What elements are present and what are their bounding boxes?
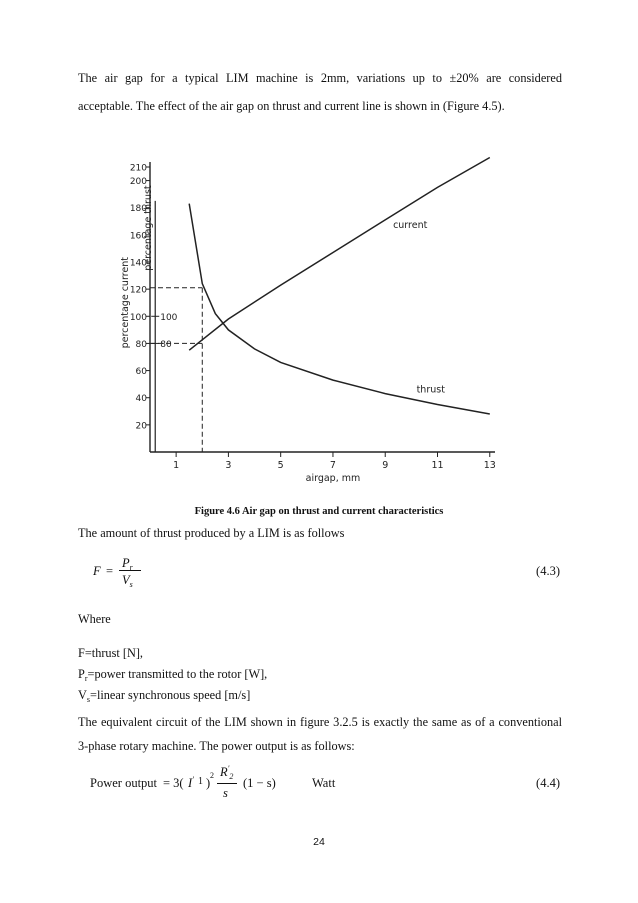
eq44-tail: (1 − s) (243, 776, 276, 790)
eq44-unit: Watt (312, 776, 336, 790)
x-tick-label: 13 (483, 460, 496, 471)
intro-line-2: acceptable. The effect of the air gap on thrust and current line is shown in (Figure 4.5). (78, 99, 505, 113)
x-tick-label: 11 (431, 460, 444, 471)
series-line-thrust (189, 204, 490, 414)
eq43-numerator: $P_r$ (122, 556, 133, 572)
eq44-current: I′ (188, 775, 194, 790)
y-tick-label-current: 210 (129, 163, 147, 174)
eq44-label: Power output (90, 776, 158, 790)
y-tick-label-current: 180 (129, 204, 147, 215)
y-tick-label-current: 120 (129, 285, 147, 296)
eq44-number: (4.4) (536, 776, 560, 790)
x-tick-label: 5 (277, 460, 284, 471)
eq43-lhs: F (93, 564, 101, 578)
eq44-numerator: $R'_2$ (220, 764, 234, 781)
y-tick-label-current: 60 (135, 367, 147, 378)
y-tick-label-current: 140 (129, 258, 147, 269)
x-tick-label: 9 (382, 460, 389, 471)
y-tick-label-current: 40 (135, 394, 147, 405)
y-tick-label-current: 160 (129, 231, 147, 242)
eq43-denominator: $V_s$ (122, 573, 133, 589)
eq44-denominator: s (223, 786, 228, 800)
definition-speed: $V_s=linear$ synchronous speed [m/s] (78, 688, 251, 704)
y-tick-label-thrust: 80 (160, 339, 172, 350)
series-label-current: current (393, 220, 428, 232)
y-tick-label-current: 100 (129, 312, 147, 323)
page-number: 24 (313, 836, 325, 848)
where-label: Where (78, 612, 111, 626)
y-tick-label-current: 20 (135, 421, 147, 432)
eq44-sub-one: 1 (198, 776, 203, 787)
para3-line-1: The equivalent circuit of the LIM shown in figure 3.2.5 is exactly the same as of a conventional (78, 715, 562, 729)
thrust-intro: The amount of thrust produced by a LIM is as follows (78, 526, 345, 540)
y-tick-label-current: 80 (135, 339, 147, 350)
x-tick-label: 1 (173, 460, 180, 471)
eq43-equals: = (106, 564, 114, 578)
series-line-current (189, 158, 490, 351)
para3-line-2: 3-phase rotary machine. The power output is as follows: (78, 739, 355, 753)
y-tick-label-current: 200 (129, 177, 147, 188)
definition-power: $P_r=power$ transmitted to the rotor [W], (78, 667, 268, 683)
definition-thrust: F=thrust [N], (78, 646, 144, 660)
eq44-prefix: = 3( (163, 776, 184, 790)
eq44-close: ) (206, 776, 211, 790)
y-tick-label-thrust: 100 (160, 312, 178, 323)
x-axis-label: airgap, mm (305, 473, 361, 484)
figure-caption: Figure 4.6 Air gap on thrust and current characteristics (194, 506, 444, 517)
eq43-number: (4.3) (536, 564, 560, 578)
series-label-thrust: thrust (416, 384, 445, 396)
x-tick-label: 7 (329, 460, 336, 471)
y-axis-label-current: percentage current (120, 257, 131, 349)
y-axis-label-thrust: percentage thrust (143, 185, 155, 271)
x-tick-label: 3 (225, 460, 232, 471)
eq44-fraction-bar (217, 783, 237, 784)
intro-line-1: The air gap for a typical LIM machine is 2mm, variations up to ±20% are considered (78, 71, 562, 85)
eq43-fraction-bar (119, 570, 141, 571)
eq44-square: 2 (210, 771, 214, 780)
